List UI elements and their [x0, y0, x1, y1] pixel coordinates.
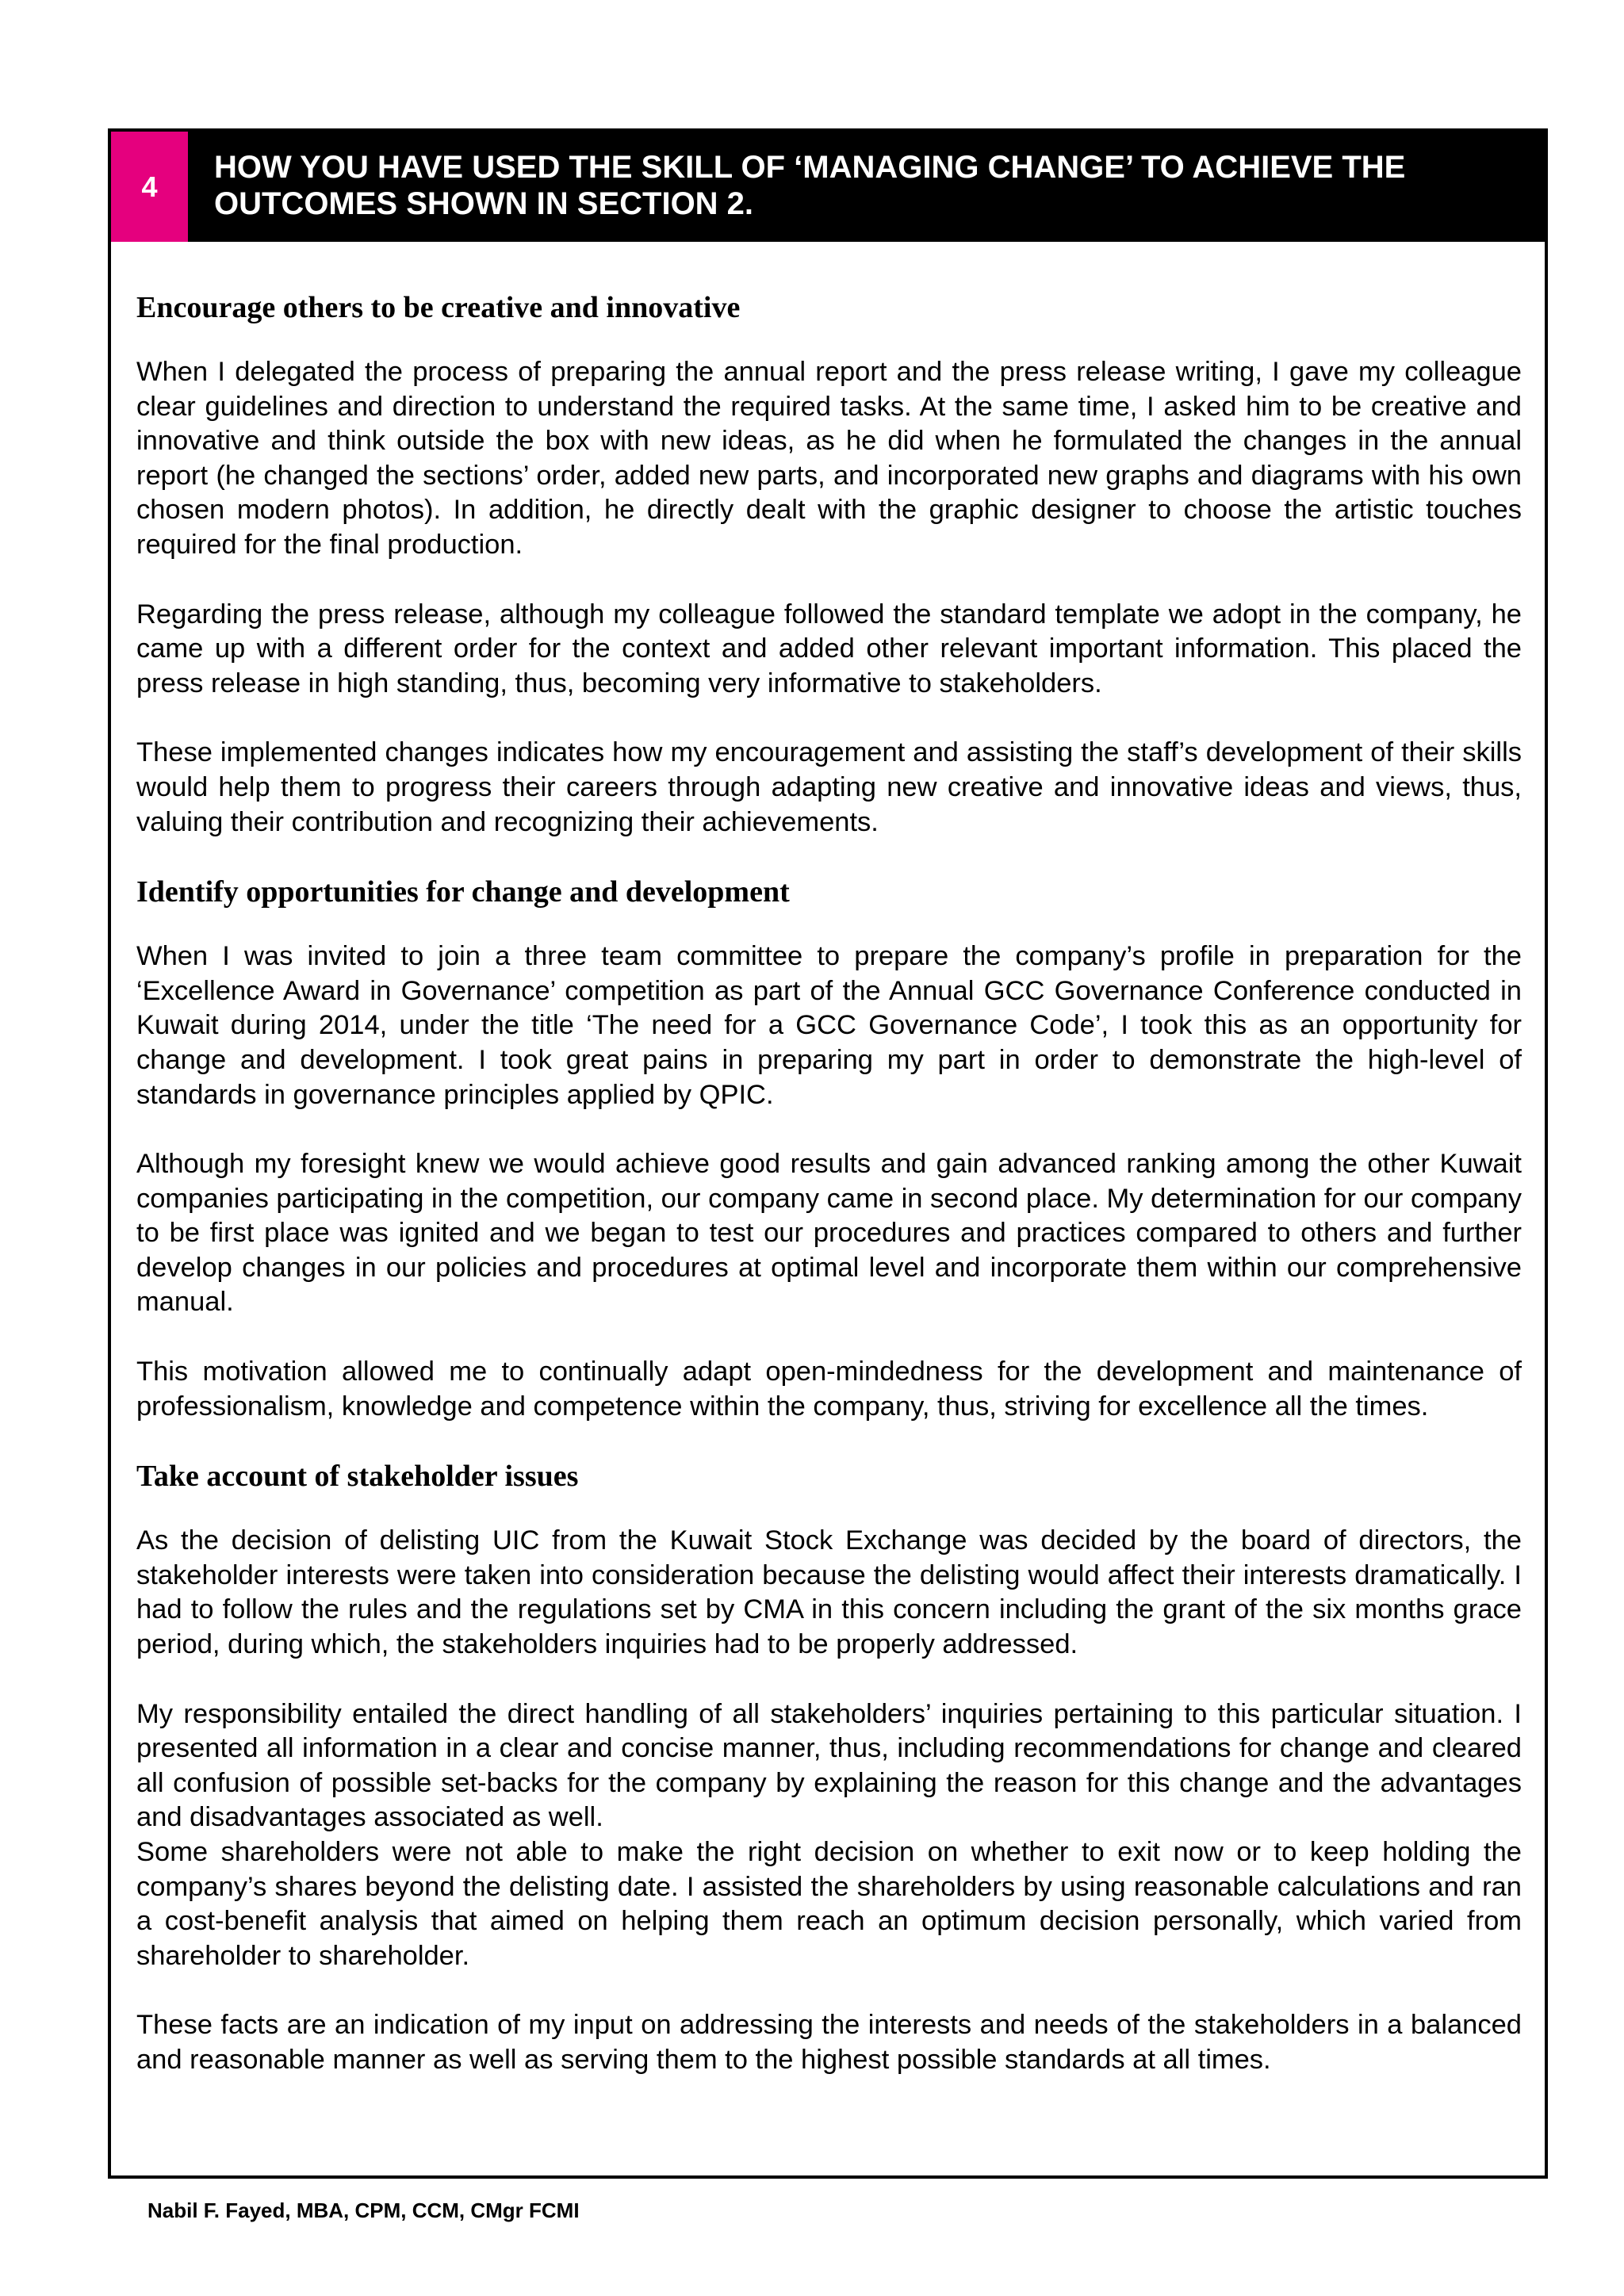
paragraph: Although my foresight knew we would achieve good results and gain advanced ranking among the other Kuwait companies participating in the competition, our company came in second place. My determination for our company to be first place was ignited and we began to test our procedures and practices compared to others and further develop changes in our policies and procedures at optimal level and incorporate them within our comprehensive manual. [136, 1149, 1522, 1318]
section-frame [108, 128, 1548, 2179]
paragraph: When I delegated the process of preparing the annual report and the press release writing, I gave my colleague clear guidelines and direction to understand the required tasks. At the same time, I asked him to be creative and innovative and think outside the box with new ideas, as he did when he formulated the changes in the annual report (he changed the sections’ order, added new parts, and incorporated new graphs and diagrams with his own chosen modern photos). In addition, he directly dealt with the graphic designer to choose the artistic touches required for the final production. [136, 357, 1522, 560]
paragraph: Some shareholders were not able to make the right decision on whether to exit now or to keep holding the company’s shares beyond the delisting date. I assisted the shareholders by using reasonable calculations and ran a cost-benefit analysis that aimed on helping them reach an optimum decision personally, which varied from shareholder to shareholder. [136, 1837, 1522, 1971]
section-header [111, 132, 1545, 242]
heading-creative: Encourage others to be creative and innovative [136, 291, 741, 324]
paragraph: My responsibility entailed the direct handling of all stakeholders’ inquiries pertaining to this particular situation. I presented all information in a clear and concise manner, thus, including recommendations for change and cleared all confusion of possible set-backs for the company by explaining the reason for this change and the advantages and disadvantages associated as well. [136, 1698, 1522, 1833]
section-title: HOW YOU HAVE USED THE SKILL OF ‘MANAGING CHANGE’ TO ACHIEVE THE OUTCOMES SHOWN IN SECTION 2. [214, 150, 1406, 221]
paragraph: These implemented changes indicates how my encouragement and assisting the staff’s development of their skills would help them to progress their careers through adapting new creative and innovative ideas and views, thus, valuing their contribution and recognizing their achievements. [136, 737, 1522, 837]
section-content [136, 290, 1522, 2113]
paragraph: This motivation allowed me to continually adapt open-mindedness for the development and maintenance of professionalism, knowledge and competence within the company, thus, striving for excellence all the times. [136, 1357, 1522, 1422]
section-number-badge: 4 [111, 132, 188, 242]
footer-author: Nabil F. Fayed, MBA, CPM, CCM, CMgr FCMI [147, 2198, 580, 2222]
heading-opportunities: Identify opportunities for change and development [136, 875, 790, 909]
paragraph: These facts are an indication of my input on addressing the interests and needs of the stakeholders in a balanced and reasonable manner as well as serving them to the highest possible standards at all times. [136, 2010, 1522, 2075]
paragraph: When I was invited to join a three team committee to prepare the company’s profile in preparation for the ‘Excellence Award in Governance’ competition as part of the Annual GCC Governance Conference conducted in Kuwait during 2014, under the title ‘The need for a GCC Governance Code’, I took this as an opportunity for change and development. I took great pains in preparing my part in order to demonstrate the high-level of standards in governance principles applied by QPIC. [136, 941, 1522, 1110]
paragraph: As the decision of delisting UIC from the Kuwait Stock Exchange was decided by the board of directors, the stakeholder interests were taken into consideration because the delisting would affect their interests dramatically. I had to follow the rules and the regulations set by CMA in this concern including the grant of the six months grace period, during which, the stakeholders inquiries had to be properly addressed. [136, 1525, 1522, 1660]
paragraph: Regarding the press release, although my colleague followed the standard template we adopt in the company, he came up with a different order for the context and added other relevant important information. This placed the press release in high standing, thus, becoming very informative to stakeholders. [136, 599, 1522, 698]
heading-stakeholders: Take account of stakeholder issues [136, 1460, 579, 1494]
